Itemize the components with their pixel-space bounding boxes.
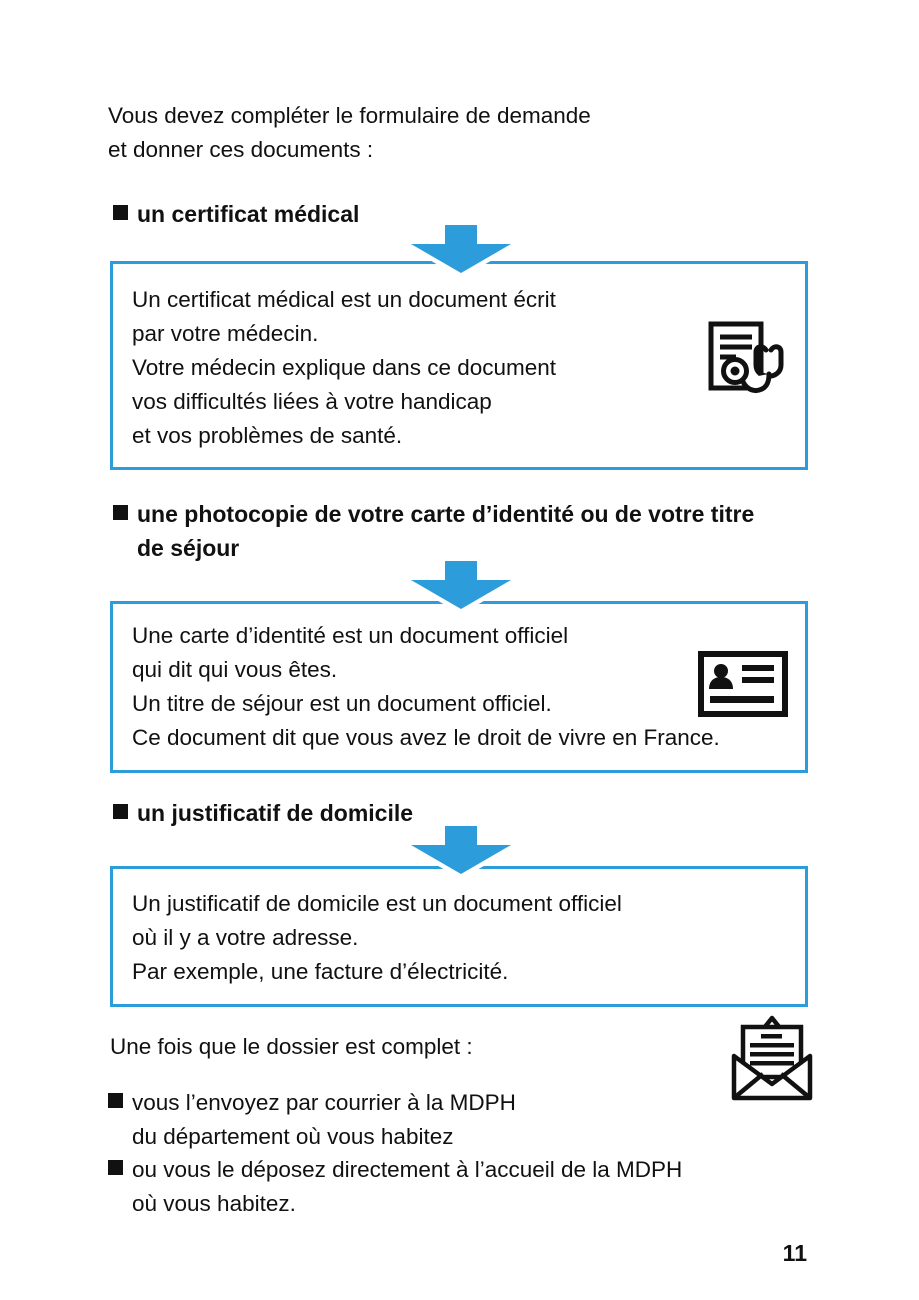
box-text bbox=[132, 887, 622, 989]
page-number: 11 bbox=[782, 1240, 807, 1266]
bullet-line-1: vous l’envoyez par courrier à la MDPH bbox=[132, 1090, 516, 1115]
box-text bbox=[132, 619, 720, 755]
id-card-icon bbox=[698, 651, 788, 717]
box3-line-1: Un justificatif de domicile est un document officiel bbox=[132, 891, 622, 916]
bullet-line-2: du département où vous habitez bbox=[132, 1124, 454, 1149]
square-bullet-icon bbox=[108, 1093, 123, 1108]
footer-bullet-envoi-courrier bbox=[108, 1086, 516, 1154]
box1-line-1: Un certificat médical est un document écrit bbox=[132, 287, 556, 312]
down-arrow-icon bbox=[411, 225, 511, 273]
open-envelope-icon bbox=[730, 1014, 814, 1102]
box1-line-5: et vos problèmes de santé. bbox=[132, 423, 403, 448]
heading-label: un justificatif de domicile bbox=[137, 800, 414, 826]
square-bullet-icon bbox=[113, 804, 128, 819]
heading-line-2: de séjour bbox=[137, 535, 240, 561]
box3-line-3: Par exemple, une facture d’électricité. bbox=[132, 959, 509, 984]
box2-line-2: qui dit qui vous êtes. bbox=[132, 657, 338, 682]
bullet-line-1: ou vous le déposez directement à l’accueil de la MDPH bbox=[132, 1157, 683, 1182]
box2-line-1: Une carte d’identité est un document officiel bbox=[132, 623, 569, 648]
box1-line-4: vos difficultés liées à votre handicap bbox=[132, 389, 492, 414]
box3-line-2: où il y a votre adresse. bbox=[132, 925, 359, 950]
info-box-certificat-medical bbox=[110, 261, 808, 470]
square-bullet-icon bbox=[113, 205, 128, 220]
box1-line-3: Votre médecin explique dans ce document bbox=[132, 355, 557, 380]
heading-line-1: une photocopie de votre carte d’identité ou de votre titre bbox=[137, 501, 755, 527]
square-bullet-icon bbox=[108, 1160, 123, 1175]
down-arrow-icon bbox=[411, 826, 511, 874]
medical-certificate-icon bbox=[706, 320, 786, 402]
heading-label: un certificat médical bbox=[137, 201, 360, 227]
heading-photocopie-identite bbox=[113, 497, 754, 565]
square-bullet-icon bbox=[113, 505, 128, 520]
box2-line-3: Un titre de séjour est un document officiel. bbox=[132, 691, 552, 716]
bullet-line-2: où vous habitez. bbox=[132, 1191, 296, 1216]
box-text bbox=[132, 283, 556, 453]
box1-line-2: par votre médecin. bbox=[132, 321, 319, 346]
footer-bullet-depot-accueil bbox=[108, 1153, 682, 1221]
intro-paragraph bbox=[108, 99, 591, 167]
heading-justificatif-domicile bbox=[113, 796, 413, 830]
heading-certificat-medical bbox=[113, 197, 359, 231]
box2-line-4: Ce document dit que vous avez le droit de vivre en France. bbox=[132, 725, 720, 750]
intro-line-1: Vous devez compléter le formulaire de demande bbox=[108, 103, 591, 128]
info-box-justificatif-domicile bbox=[110, 866, 808, 1007]
down-arrow-icon bbox=[411, 561, 511, 609]
footer-intro: Une fois que le dossier est complet : bbox=[110, 1034, 473, 1059]
intro-line-2: et donner ces documents : bbox=[108, 137, 374, 162]
